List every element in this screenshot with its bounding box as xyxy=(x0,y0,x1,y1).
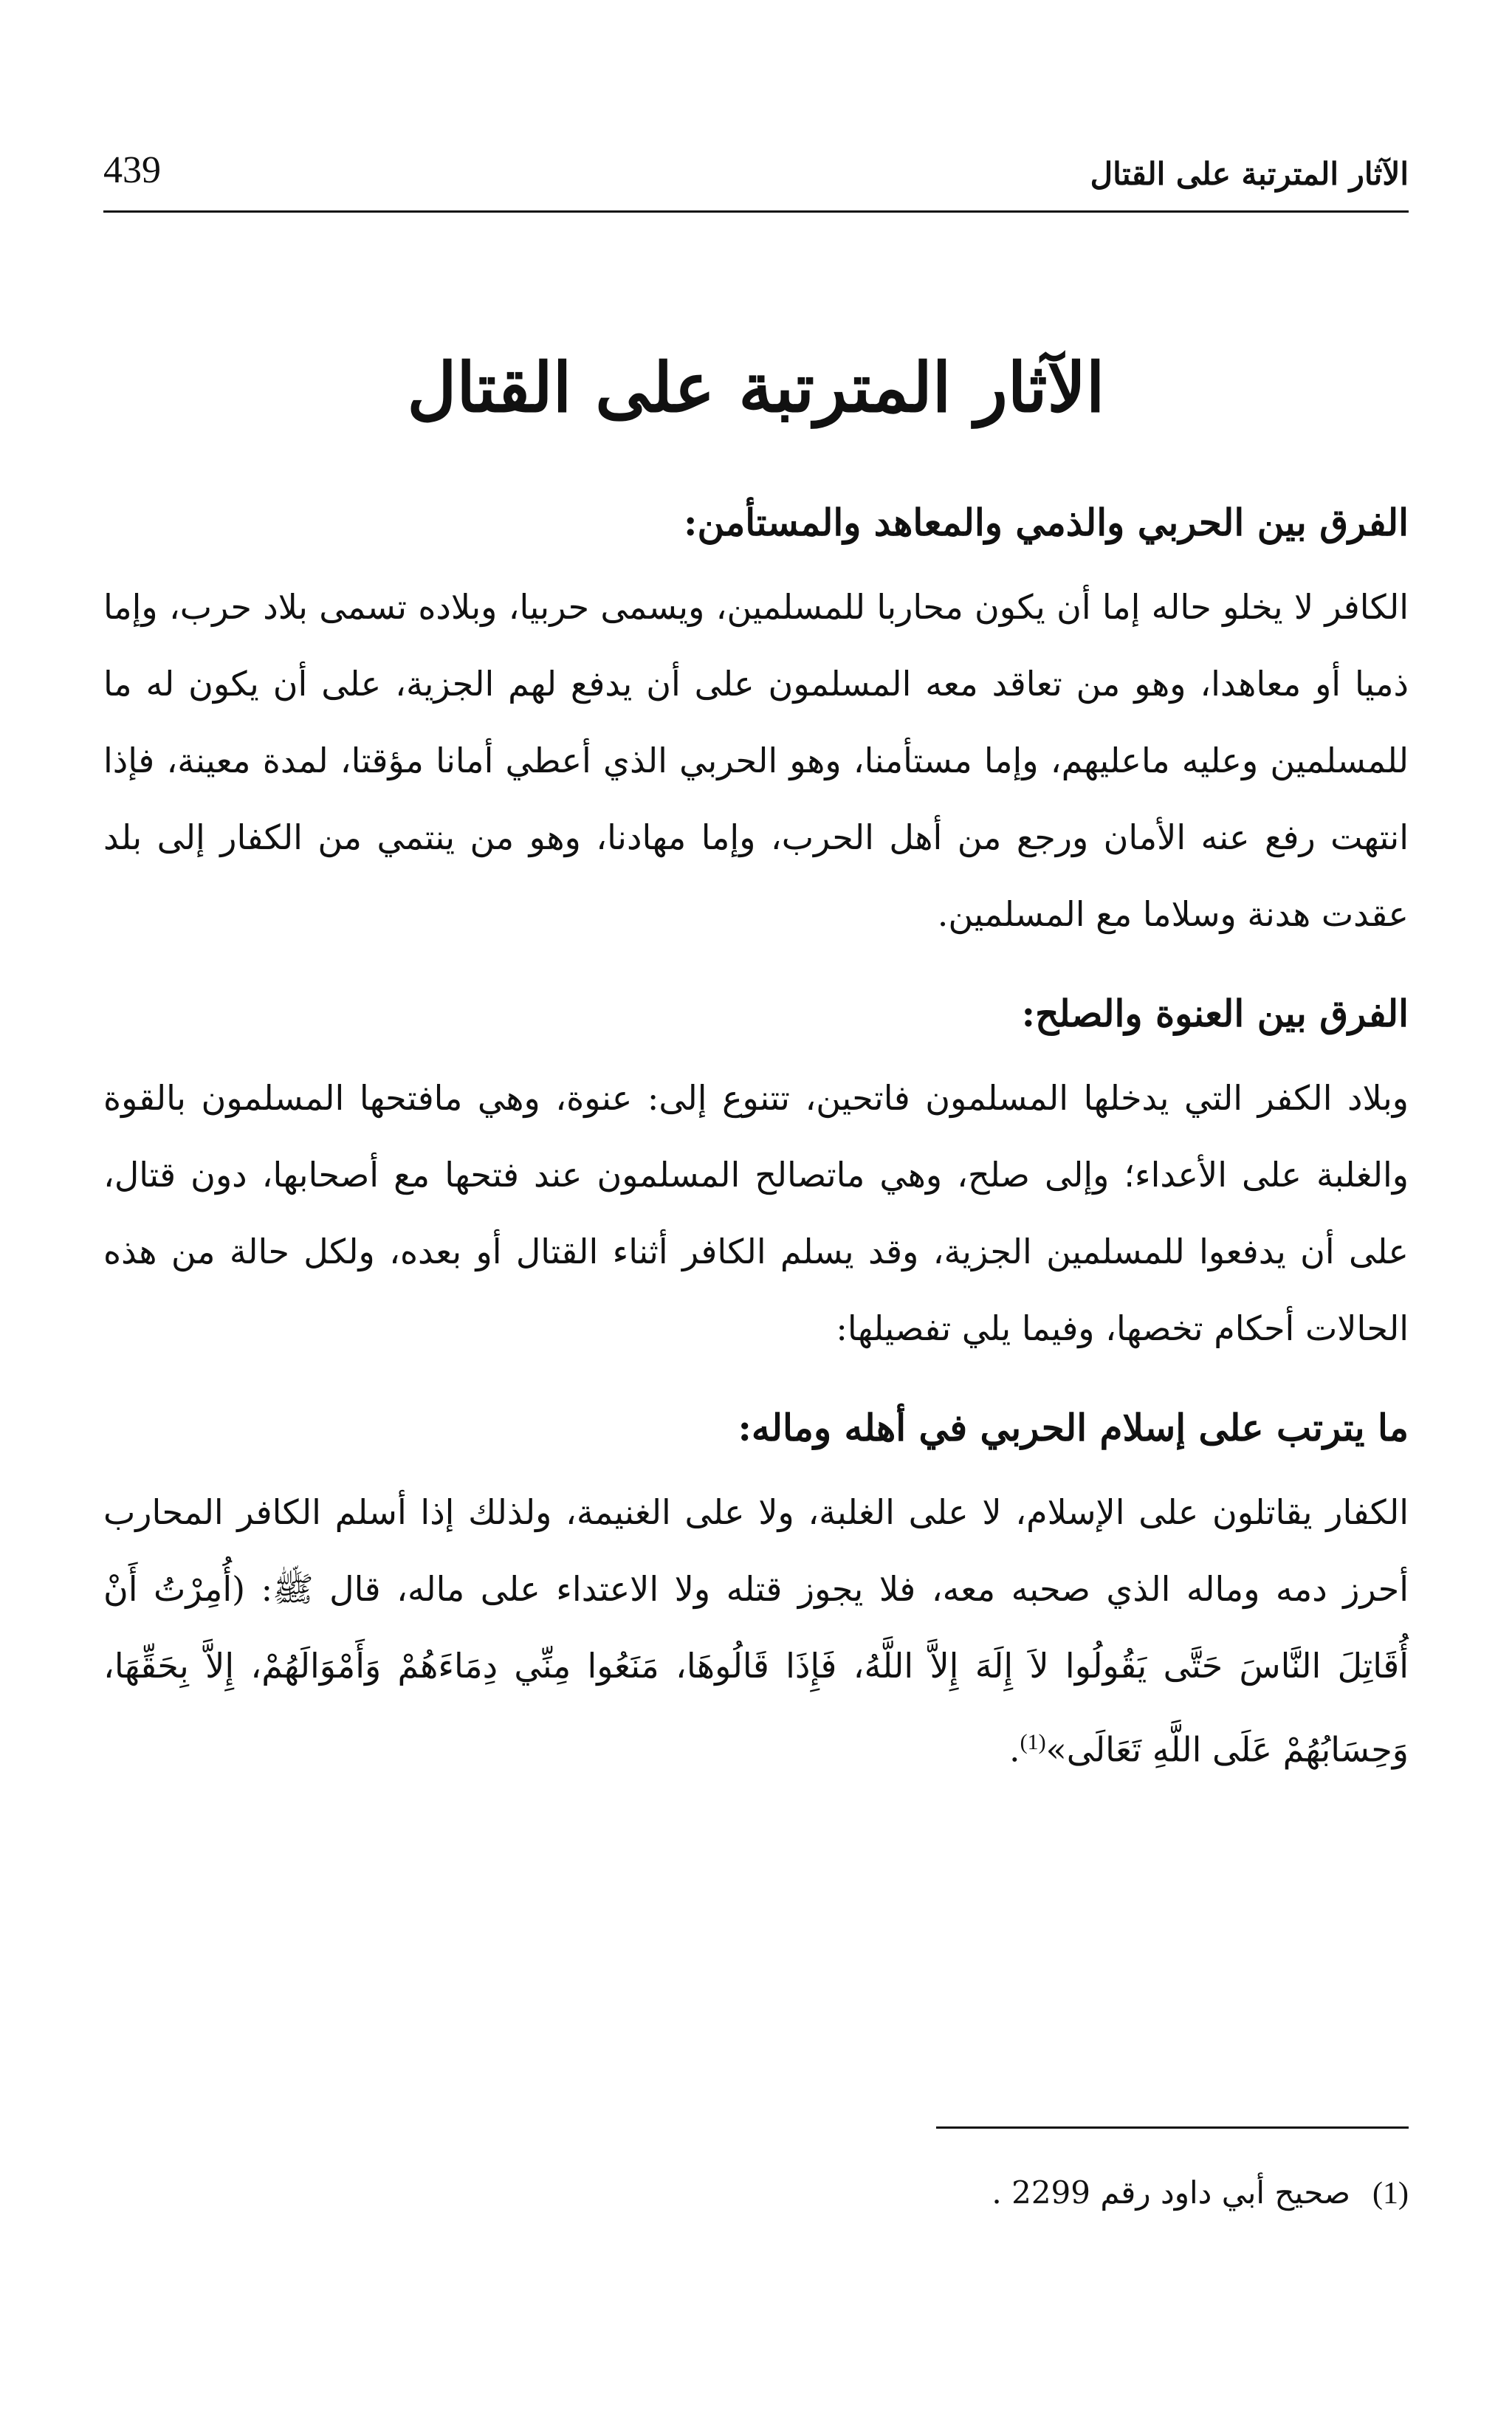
running-title: الآثار المترتبة على القتال xyxy=(1090,156,1409,192)
section-paragraph-with-hadith xyxy=(103,1474,1409,1788)
chapter-title: الآثار المترتبة على القتال xyxy=(407,348,1105,428)
section-heading: الفرق بين العنوة والصلح: xyxy=(1021,992,1409,1035)
header-rule xyxy=(103,210,1409,213)
section-heading: الفرق بين الحربي والذمي والمعاهد والمستأمن: xyxy=(683,501,1409,544)
page-number: 439 xyxy=(103,149,161,191)
footnote-reference[interactable]: (1) xyxy=(1020,1730,1046,1754)
footnote xyxy=(992,2174,1409,2211)
footnote-marker: (1) xyxy=(1372,2177,1409,2211)
section-1 xyxy=(103,498,1409,952)
running-header xyxy=(103,126,1409,192)
section-paragraph: الكافر لا يخلو حاله إما أن يكون محاربا للمسلمين، ويسمى حربيا، وبلاده تسمى بلاد حرب، وإما ذميا أو معاهدا، وهو من تعاقد معه المسلمون على أن يدفع لهم الجزية، على أن يكون له ما للمسلمين وعليه ماعليهم، وإما مستأمنا، وهو الحربي الذي أعطي أمانا مؤقتا، لمدة معينة، فإذا انتهت رفع عنه الأمان ورجع من أهل الحرب، وإما مهادنا، وهو من ينتمي من الكفار إلى بلد عقدت هدنة وسلاما مع المسلمين. xyxy=(103,587,1409,934)
section-3 xyxy=(103,1404,1409,1788)
hadith-text: الكفار يقاتلون على الإسلام، لا على الغلبة، ولا على الغنيمة، ولذلك إذا أسلم الكافر المحارب أحرز دمه وماله الذي صحبه معه، فلا يجوز قتله ولا الاعتداء على ماله، قال ﷺ: (أُمِرْتُ أَنْ أُقَاتِلَ النَّاسَ حَتَّى يَقُولُوا لاَ إِلَهَ إِلاَّ اللَّهُ، فَإِذَا قَالُوهَا، مَنَعُوا مِنِّي دِمَاءَهُمْ وَأَمْوَالَهُمْ، إِلاَّ بِحَقِّهَا، وَحِسَابُهُمْ عَلَى اللَّهِ تَعَالَى» xyxy=(103,1492,1409,1770)
sentence-end: . xyxy=(1008,1729,1020,1770)
section-heading: ما يترتب على إسلام الحربي في أهله وماله: xyxy=(738,1406,1409,1449)
section-paragraph: وبلاد الكفر التي يدخلها المسلمون فاتحين، تتنوع إلى: عنوة، وهي مافتحها المسلمون بالقوة والغلبة على الأعداء؛ وإلى صلح، وهي ماتصالح المسلمون عند فتحها مع أصحابها، دون قتال، على أن يدفعوا للمسلمين الجزية، وقد يسلم الكافر أثناء القتال أو بعده، ولكل حالة من هذه الحالات أحكام تخصها، وفيما يلي تفصيلها: xyxy=(103,1078,1409,1348)
section-2 xyxy=(103,989,1409,1367)
main-content xyxy=(103,498,1409,1824)
footnote-rule xyxy=(936,2126,1409,2129)
footnote-text: صحيح أبي داود رقم 2299 . xyxy=(992,2174,1350,2211)
